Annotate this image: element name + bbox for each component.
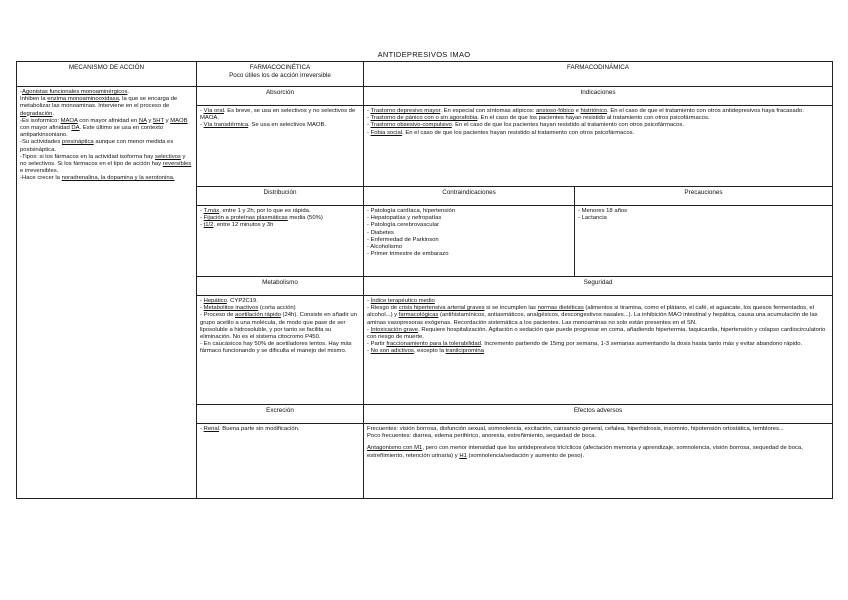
text-line [367,237,571,244]
underlined-term: MAOB [170,117,188,124]
text-run: - [200,222,204,229]
underlined-term: acetilación rápido [235,312,281,319]
mecanismo-text [20,89,193,183]
text-line [200,222,360,229]
text-run: . entre 12 minutos y 3h [213,222,274,229]
text-run: - [200,426,204,432]
text-line [578,208,829,215]
text-run: -Es isoformico: [20,117,61,124]
underlined-term: presináptica [61,139,94,146]
precauciones-header: Precauciones [575,187,833,206]
text-run: . En el caso de que los pacientes hayan resistido al tratamiento con otros psicofármacos. [451,122,684,129]
text-line [578,215,829,222]
excrecion-text [200,426,360,433]
underlined-term: tranilcipromina [445,348,484,355]
underlined-term: 5HT [152,117,164,124]
text-run: . Incremento partiendo de 15mg por semana, 1-3 semanas aumentando la dosis hasta tanto más y evitar abandono rápido. [480,341,803,348]
underlined-term: degradación [20,110,53,117]
text-run: (alimentos si tiramina, como el plátano, el café, el aguacate, los quesos fermentados, el alcohol...) y [367,305,814,319]
text-line [367,208,571,215]
text-run: - Riesgo de [367,305,399,312]
text-run: - Patología cardíaca, hipertensión [367,208,456,214]
underlined-term: normas dietéticas [537,305,584,312]
distribucion-text [200,208,360,230]
text-run: . [52,110,55,117]
underlined-term: Vía oral [203,108,224,114]
underlined-term: No son adictivos [370,348,414,355]
text-run: -Hace crecer la [20,175,62,182]
text-run: . Es breve, se usa en selectivos y no selectivos de MAOA. [200,108,356,122]
excrecion-header: Excreción [197,405,364,424]
underlined-term: H1 [459,452,467,459]
text-line [20,139,193,153]
seguridad-header: Seguridad [364,277,833,296]
text-run: - Patología cerebrovascular [367,222,440,229]
text-line [200,426,360,433]
indicaciones-header: Indicaciones [364,87,833,106]
underlined-term: selectivos [155,153,181,160]
text-run: . En especial con síntomas atípicos: [440,108,536,114]
text-run: y [146,117,153,124]
text-run: y no selectivos. Si los fármacos en el tipo de acción hay [20,153,186,168]
text-run: - Menores 18 años [578,208,628,214]
text-run: - [200,305,204,312]
text-line [367,305,829,327]
underlined-term: ansioso-fóbico [535,108,574,114]
text-run: , pero con menor intensidad que los antidepresivos tricíclicos (afectación memoria y aprendizaje, somnolencia, visión borrosa, sequedad de boca, estreñimiento, retención urinaria) y [367,445,803,459]
underlined-term: Vía transdérmica [203,122,249,129]
text-run: - Lactancia [578,215,607,222]
text-run: , excepto la [413,348,446,355]
text-run: . En el caso de que los pacientes hayan resistido al tratamiento con otros psicofármacos. [402,129,635,136]
underlined-term: NA [138,117,147,124]
underlined-term: enzima monoaminooxidasa [47,96,119,103]
text-run: Poco frecuentes: diarrea, edema periférico, anorexia, estreñimiento, sequedad de boca. [367,433,597,440]
text-line [20,118,193,140]
contraindicaciones-text [367,208,571,258]
text-run: con mayor afinidad [20,125,72,132]
farmacodinamica-header: FARMACODINÁMICA [364,62,833,87]
underlined-term: Intoxicación grave [370,326,419,333]
text-line [20,96,193,118]
text-run: . Este último se usa en contexto antiparkinsoniano. [20,125,164,139]
underlined-term: Renal [203,426,220,432]
text-run: . Buena parte sin modificación. [219,426,300,432]
text-run: - [367,122,371,129]
text-run: - [200,122,204,129]
mecanismo-cell [17,87,197,499]
text-line [367,122,829,129]
text-line [20,175,193,182]
underlined-term: crisis hipertensiva arterial graves [398,305,485,312]
excrecion-cell [197,424,364,499]
text-line [367,108,829,115]
text-line [367,230,571,237]
metabolismo-header: Metabolismo [197,277,364,296]
underlined-term: MAOA [60,117,78,124]
text-run: - Proceso de [200,312,236,319]
text-run: - En caucásicos hay 50% de acetiladores lentos. Hay más fármaco funcionando y se dificulta el manejo del mismo. [200,341,352,355]
underlined-term: fraccionamiento para la tolerabilidad [386,341,481,348]
text-line [200,208,360,215]
text-line [367,341,829,348]
contraindicaciones-header: Contraindicaciones [364,187,575,206]
text-line [367,215,571,222]
metabolismo-cell [197,296,364,405]
indicaciones-text [367,108,829,137]
text-run: - Hepatopatías y nefropatías [367,215,442,222]
text-run: . CYP2C19. [226,298,258,304]
text-line [20,154,193,176]
underlined-term: t1/2 [203,222,214,229]
text-run: (antihistamínicos, antiasmáticos, analgésicos, descongestivos nasales...). La inhibición MAO intestinal y hepática, causa una acumulación de las aminas vasopresoras exógenas. Recordación sistemática a los pacientes. Las monoaminas no solo están presentes en el SN. [367,312,818,326]
absorcion-text [200,108,360,130]
text-line [200,215,360,222]
text-run: - Diabetes [367,229,394,236]
underlined-term: Fobia social [370,129,403,136]
text-line [367,115,829,122]
text-line [367,445,829,459]
text-line [200,298,360,305]
text-line [20,89,193,96]
text-run: aunque con menor medida es postsináptica. [20,139,174,153]
text-run: -Su actividades [20,139,62,146]
text-run: - [200,208,204,214]
underlined-term: Trastorno obsesivo-compulsivo [370,122,452,129]
text-run: - Enfermedad de Parkinson [367,236,439,243]
text-line [367,426,829,433]
text-run: , la que se encarga de metabolizar las monoaminas. Interviene en el proceso de [20,96,178,110]
text-run: . En el caso de que los pacientes hayan resistido al tratamiento con otros psicofármacos. [477,115,710,122]
farmacocinetica-header [197,62,364,87]
underlined-term: farmacológicas [398,312,439,319]
farmacocinetica-title: FARMACOCINÉTICA [249,64,311,71]
text-run: media (50%) [287,215,323,222]
underlined-term: Índice terapéutico medio [370,298,435,304]
text-line [200,122,360,129]
absorcion-header: Absorción [197,87,364,106]
underlined-term: Agonistas funcionales monoaminérgicos [21,89,128,95]
text-run: Frecuentes: visión borrosa, disfunción sexual, somnolencia, excitación, cansancio general, cefalea, hiperhidrosis, insomnio, hipotensión ortostática, temblores... [367,426,784,432]
underlined-term: DA [71,125,80,132]
underlined-term: Metabolitos inactivos [203,305,259,312]
text-line [200,312,360,341]
text-run: y [163,117,171,124]
underlined-term: histriónico [580,108,608,114]
efectos-cell [364,424,833,499]
text-line [367,222,571,229]
text-run: - [367,108,371,114]
text-run: - Alcoholismo [367,244,403,251]
text-run: - [200,215,204,222]
distribucion-header: Distribución [197,187,364,206]
text-run: - Primer trimestre de embarazo [367,251,449,258]
text-line [200,341,360,355]
underlined-term: Fijación a proteínas plasmáticas [203,215,288,222]
text-line [367,433,829,440]
text-run: - [367,298,371,304]
efectos-header: Efectos adversos [364,405,833,424]
underlined-term: Trastorno de pánico con o sin agorafobia [370,115,478,122]
text-run: - Partir [367,341,387,348]
farmacocinetica-subtitle: Poco útiles los de acción irreversible [229,71,331,79]
text-run: (somnolencia/sedación y aumento de peso). [466,452,585,459]
text-run: - [20,89,22,95]
text-run: con mayor afinidad en [77,117,139,124]
text-run: - [367,326,371,333]
indicaciones-cell [364,106,833,187]
header-row [17,62,833,87]
precauciones-cell [575,206,833,277]
text-run: - [200,108,204,114]
text-run: (24h). Consiste en añadir un grupo acetilo a una molécula, de modo que pase de ser liposoluble a hidrosoluble, y por tanto se facilita su eliminación. No es el sistema citocromo P450. [200,312,357,341]
contraindicaciones-cell [364,206,575,277]
underlined-term: Trastorno depresivo mayor [370,108,441,114]
seguridad-cell [364,296,833,405]
metabolismo-text [200,298,360,356]
text-run: (corta acción) [258,305,296,312]
text-run: . Se usa en selectivos MAOB. [248,122,327,129]
absorcion-cell [197,106,364,187]
text-run: -Tipos: si los fármacos en la actividad isoforma hay [20,153,155,160]
text-run: - [367,348,371,355]
text-line [367,251,571,258]
text-run: - [367,115,371,122]
text-run: e [573,108,581,114]
seguridad-text [367,298,829,356]
text-line [367,130,829,137]
text-run: e irreversibles. [20,168,59,175]
underlined-term: Hepático [203,298,227,304]
text-line [367,244,571,251]
precauciones-text [578,208,829,222]
distribucion-cell [197,206,364,277]
mecanismo-header: MECANISMO DE ACCIÓN [17,62,197,87]
underlined-term: reversibles [162,161,192,168]
text-run: si se incumplen las [484,305,538,312]
summary-table [16,61,833,499]
text-line [200,108,360,122]
efectos-text [367,426,829,460]
text-line [367,327,829,341]
text-run: . [127,89,130,95]
text-run: . Requiere hospitalización. Agitación o sedación que puede progresar en coma, añadiendo hipertermia, taquicardia, hipertensión y colapso cardiocirculatorio con riesgo de muerte. [367,326,826,341]
document-title: ANTIDEPRESIVOS IMAO [377,50,471,59]
text-line [200,305,360,312]
text-line [367,298,829,305]
subheader-row-1 [17,87,833,106]
text-run: - [367,129,371,136]
text-run: - [200,298,204,304]
text-line [367,348,829,355]
underlined-term: Antagonismo con M1 [367,445,423,452]
underlined-term: T.máx [203,208,220,214]
text-run: Inhiben la [20,96,48,103]
text-run: . entre 1 y 2h, por lo que es rápida. [219,208,311,214]
underlined-term: noradrenalina, la dopamina y la serotonina. [61,175,175,182]
text-run: . En el caso de que el tratamiento con otros antidepresivos haya fracasado. [607,108,804,114]
